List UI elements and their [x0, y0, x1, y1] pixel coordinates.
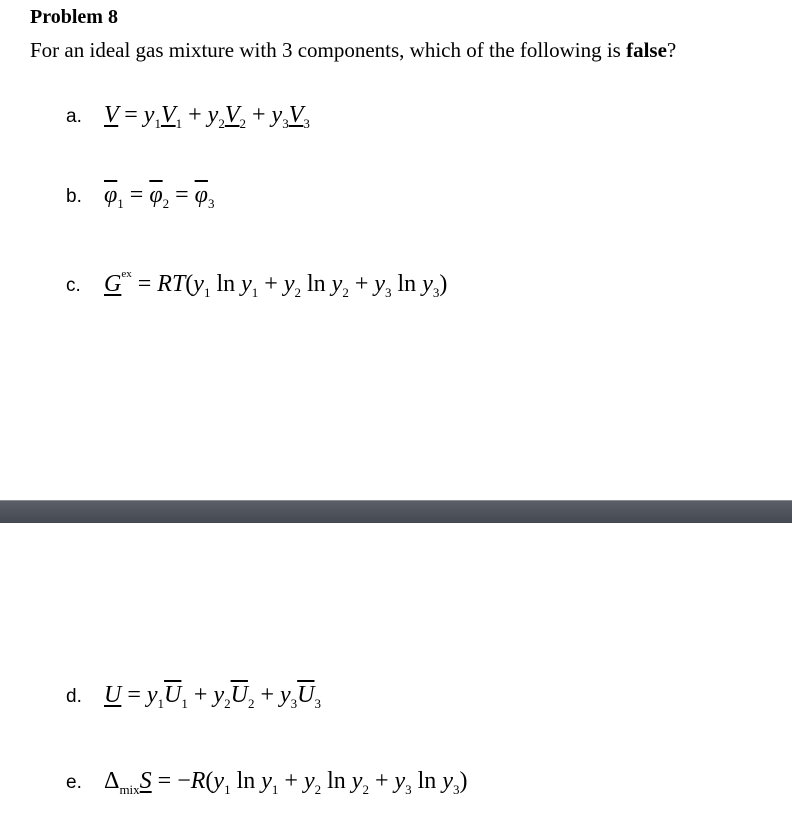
- option-b-letter: b.: [66, 186, 82, 207]
- option-e[interactable]: [66, 768, 467, 798]
- option-c-formula: $G^{ex} = RT(y_1$ $\ln y_1 + y_2$ $\ln y_2 + y_3$ $\ln y_3$): [104, 268, 448, 300]
- problem-title: Problem 8: [30, 6, 118, 28]
- option-d-letter: d.: [66, 686, 82, 707]
- option-e-letter: e.: [66, 772, 82, 793]
- question-suffix: ?: [666, 38, 677, 62]
- option-a[interactable]: [66, 102, 310, 132]
- question-text: [30, 38, 676, 63]
- option-b-formula: $\overline{\varphi}_1 = \overline{\varphi}_2 = \overline{\varphi}_3$: [104, 182, 215, 211]
- option-a-letter: a.: [66, 106, 82, 127]
- question-prefix: For an ideal gas mixture with 3 components, which of the following is: [30, 38, 627, 62]
- option-a-formula: $V = y_1V_1 + y_2V_2 + y_3V_3$: [104, 102, 310, 131]
- option-b[interactable]: [66, 182, 214, 212]
- option-c-letter: c.: [66, 275, 81, 296]
- option-e-formula: $\Delta_{mix}S = -R(y_1$ $\ln y_1 + y_2$ $\ln y_2 + y_3$ $\ln y_3$): [104, 768, 468, 797]
- option-c[interactable]: [66, 268, 447, 301]
- option-d[interactable]: [66, 682, 321, 712]
- separator-bar: [0, 500, 792, 523]
- option-d-formula: $U = y_1\overline{U}_1 + y_2\overline{U}_2 + y_3\overline{U}_3$: [104, 682, 321, 711]
- question-bold-word: false: [626, 38, 667, 62]
